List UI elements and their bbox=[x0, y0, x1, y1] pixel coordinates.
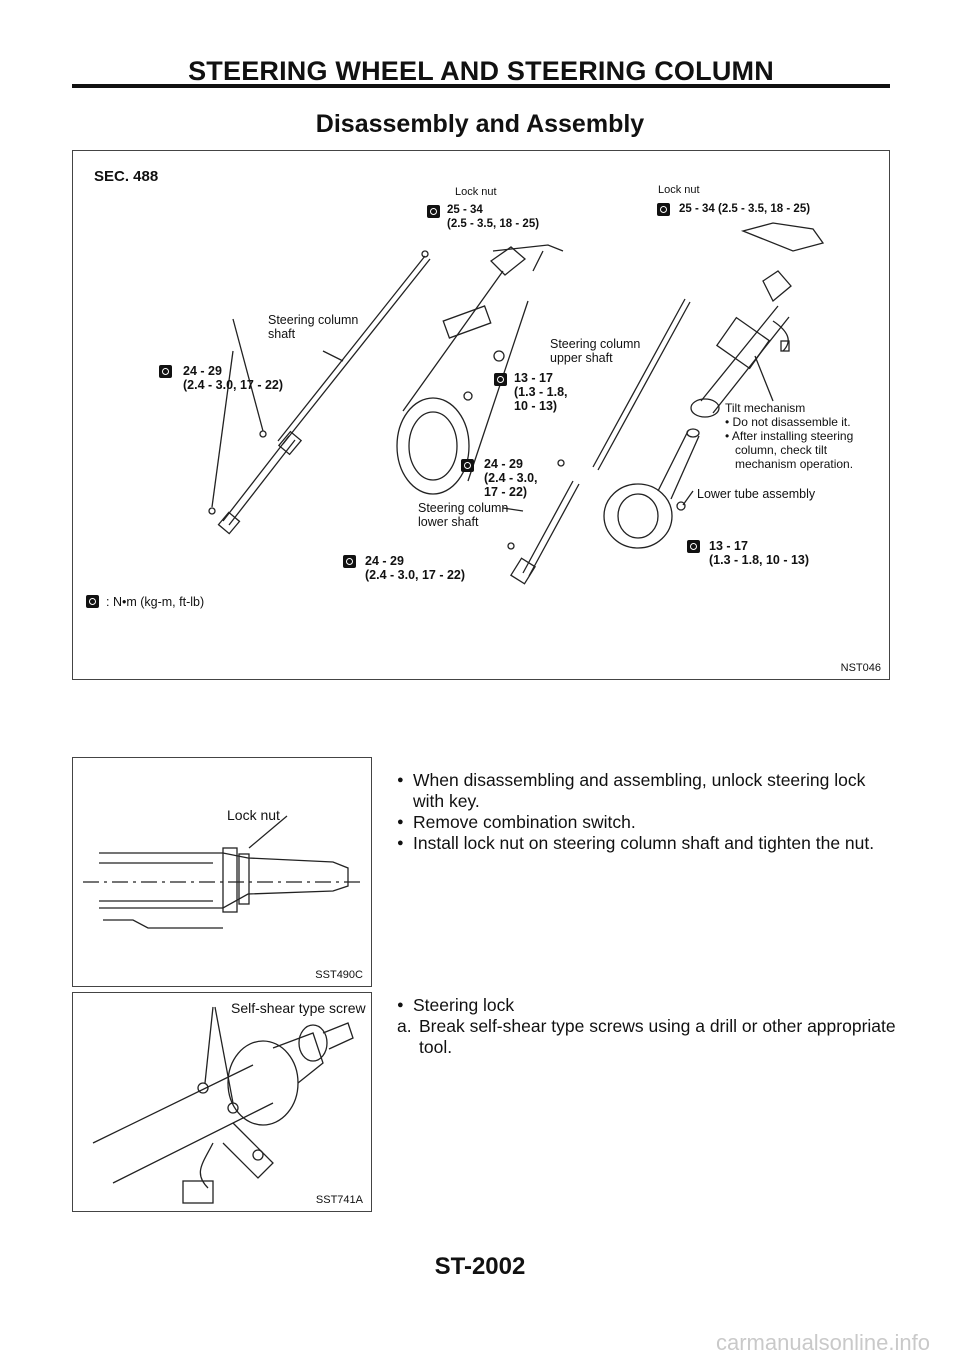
torque-wrench-icon bbox=[427, 205, 440, 218]
steering-lock-instructions bbox=[397, 995, 897, 1058]
figure-code: SST490C bbox=[315, 969, 363, 981]
torque-wrench-icon bbox=[461, 459, 474, 472]
instruction-item: ● Install lock nut on steering column shaft and tighten the nut. bbox=[397, 833, 897, 854]
lock-nut-label-2: Lock nut bbox=[658, 184, 700, 196]
header-rule bbox=[72, 84, 890, 88]
lower-tube-label: Lower tube assembly bbox=[697, 487, 816, 501]
figure-exploded-view bbox=[72, 150, 890, 680]
torque-wrench-icon bbox=[159, 365, 172, 378]
instruction-item: ● Remove combination switch. bbox=[397, 812, 897, 833]
torque-wrench-icon bbox=[343, 555, 356, 568]
torque-label-3: 24 - 29 (2.4 - 3.0, 17 - 22) bbox=[183, 364, 284, 392]
page-number: ST-2002 bbox=[434, 1253, 526, 1280]
step-a bbox=[397, 1016, 897, 1058]
torque-wrench-icon bbox=[657, 203, 670, 216]
step-a-mark: a. bbox=[397, 1016, 412, 1036]
section-number: SEC. 488 bbox=[94, 168, 159, 185]
steering-lock-heading: ● Steering lock bbox=[397, 995, 897, 1016]
torque-label-1: 25 - 34 (2.5 - 3.5, 18 - 25) bbox=[447, 204, 540, 230]
torque-label-6: 13 - 17 (1.3 - 1.8, 10 - 13) bbox=[709, 539, 810, 567]
self-shear-screw-callout: Self-shear type screw bbox=[231, 1000, 366, 1016]
lock-nut-callout: Lock nut bbox=[227, 807, 280, 823]
section-title: Disassembly and Assembly bbox=[315, 110, 645, 138]
watermark: carmanualsonline.info bbox=[715, 1330, 930, 1355]
instruction-item: ● When disassembling and assembling, unlock steering lock with key. bbox=[397, 770, 897, 812]
lock-nut-drawing bbox=[73, 758, 371, 986]
figure-self-shear-screw bbox=[72, 992, 372, 1212]
figure-code: SST741A bbox=[315, 1194, 363, 1206]
lock-nut-label-1: Lock nut bbox=[455, 186, 497, 198]
instruction-list bbox=[397, 770, 897, 854]
figure-code: NST046 bbox=[840, 662, 881, 674]
torque-label-5: 24 - 29 (2.4 - 3.0, 17 - 22) bbox=[484, 457, 538, 499]
torque-wrench-icon bbox=[494, 373, 507, 386]
tilt-mechanism-note: Tilt mechanism • Do not disassemble it. • After installing steering column, check tilt mechanism operation. bbox=[725, 401, 854, 471]
steering-lock-drawing bbox=[73, 993, 371, 1211]
upper-shaft-label: Steering column upper shaft bbox=[550, 337, 641, 365]
torque-wrench-icon bbox=[687, 540, 700, 553]
lower-shaft-label: Steering column lower shaft bbox=[418, 501, 509, 529]
torque-label-2: 25 - 34 (2.5 - 3.5, 18 - 25) bbox=[679, 203, 811, 215]
torque-label-4: 13 - 17 (1.3 - 1.8, 10 - 13) bbox=[514, 371, 568, 413]
torque-wrench-icon bbox=[86, 595, 99, 608]
figure-lock-nut bbox=[72, 757, 372, 987]
page-header: STEERING WHEEL AND STEERING COLUMN bbox=[188, 56, 774, 86]
step-a-text: Break self-shear type screws using a drill or other appropriate tool. bbox=[419, 1016, 896, 1057]
column-shaft-label: Steering column shaft bbox=[268, 313, 359, 341]
torque-label-7: 24 - 29 (2.4 - 3.0, 17 - 22) bbox=[365, 554, 466, 582]
torque-unit-legend: : N•m (kg-m, ft-lb) bbox=[106, 595, 205, 609]
